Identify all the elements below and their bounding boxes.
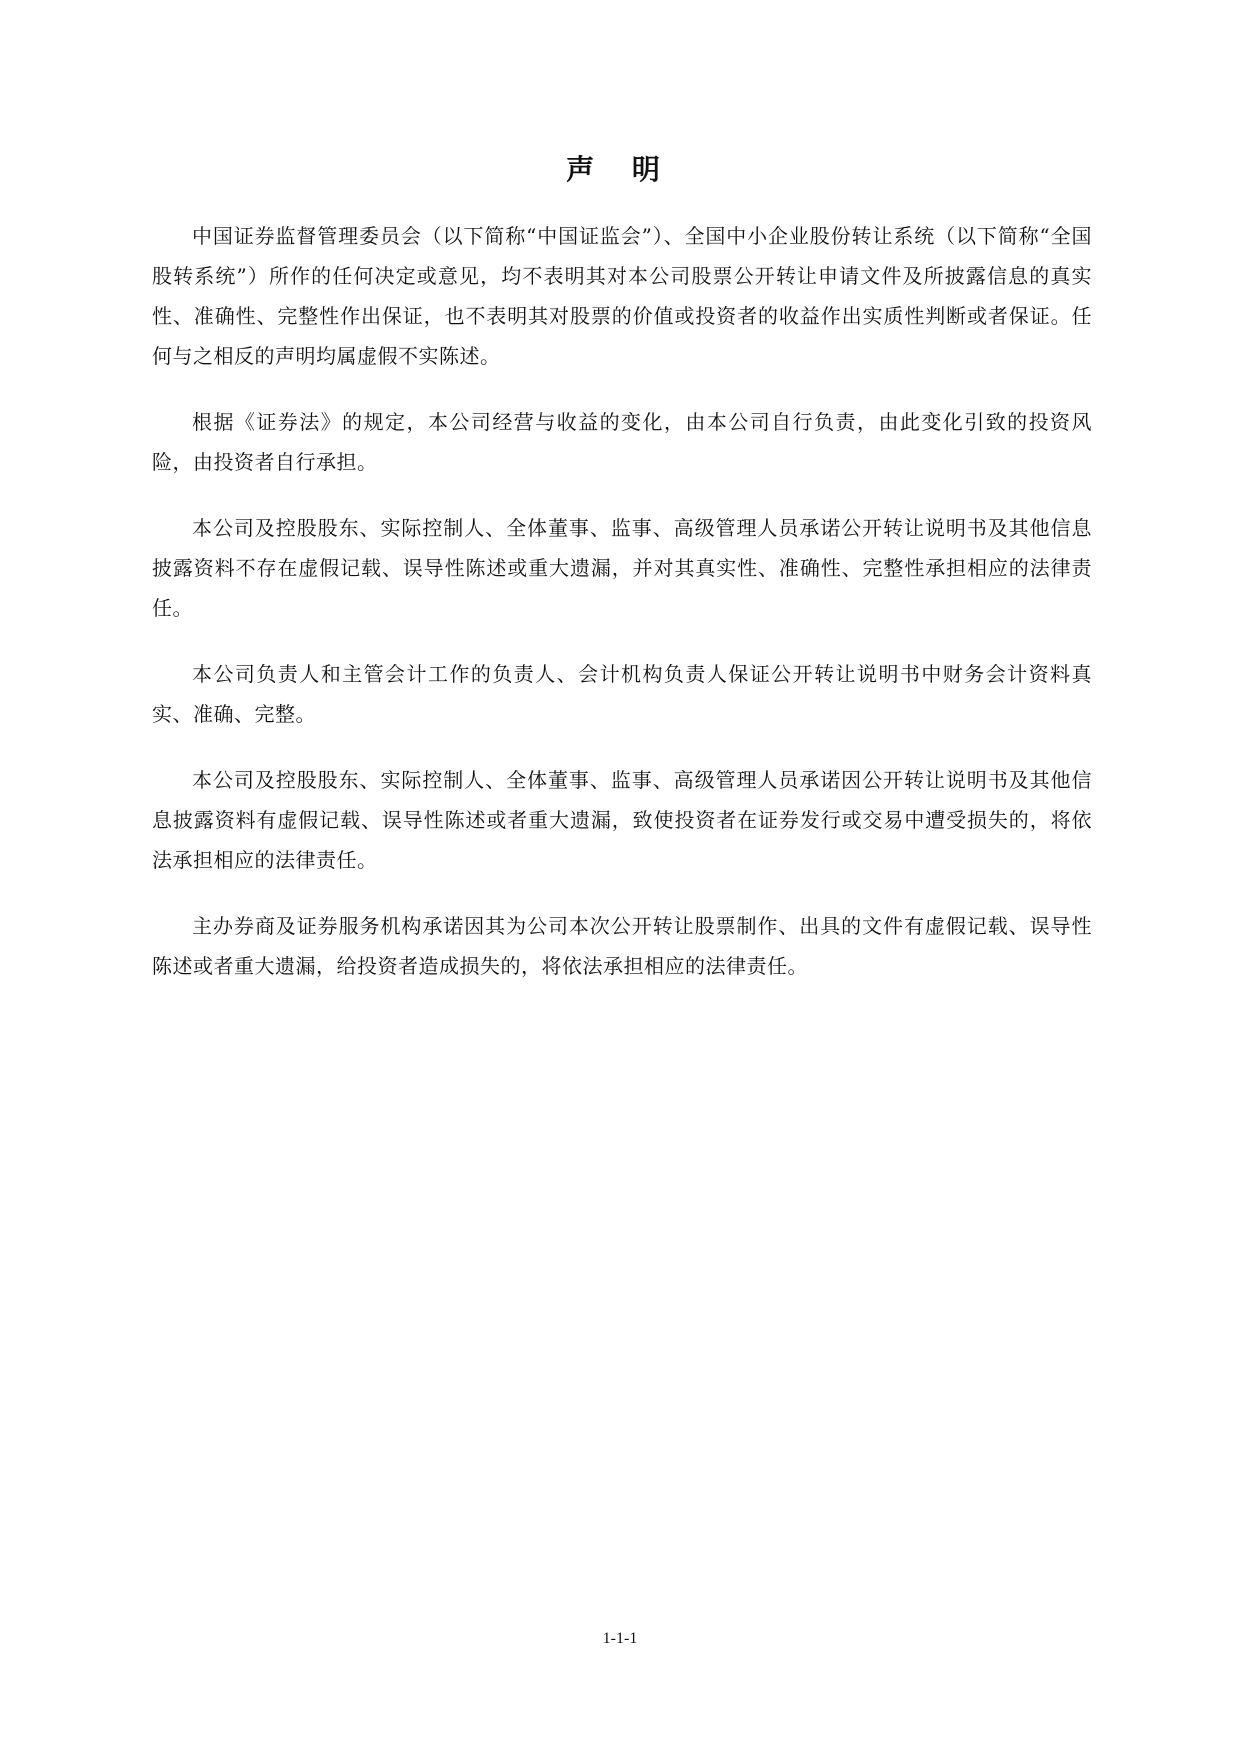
- paragraph-disclosure-commitment: 本公司及控股股东、实际控制人、全体董事、监事、高级管理人员承诺公开转让说明书及其他信息披露资料不存在虚假记载、误导性陈述或重大遗漏，并对其真实性、准确性、完整性承担相应的法律责任。: [152, 516, 1092, 620]
- page-number: 1-1-1: [602, 1630, 638, 1647]
- paragraph-broker-commitment: 主办券商及证券服务机构承诺因其为公司本次公开转让股票制作、出具的文件有虚假记载、误导性陈述或者重大遗漏，给投资者造成损失的，将依法承担相应的法律责任。: [152, 914, 1092, 978]
- paragraph-liability-commitment: 本公司及控股股东、实际控制人、全体董事、监事、高级管理人员承诺因公开转让说明书及其他信息披露资料有虚假记载、误导性陈述或者重大遗漏，致使投资者在证券发行或交易中遭受损失的，将依法承担相应的法律责任。: [152, 768, 1092, 872]
- page-title: 声 明: [566, 153, 674, 186]
- paragraph-financial-guarantee: 本公司负责人和主管会计工作的负责人、会计机构负责人保证公开转让说明书中财务会计资料真实、准确、完整。: [152, 662, 1092, 726]
- paragraph-securities-law: 根据《证券法》的规定，本公司经营与收益的变化，由本公司自行负责，由此变化引致的投资风险，由投资者自行承担。: [152, 410, 1092, 474]
- paragraph-regulator-disclaimer: 中国证券监督管理委员会（以下简称“中国证监会”）、全国中小企业股份转让系统（以下简称“全国股转系统”）所作的任何决定或意见，均不表明其对本公司股票公开转让申请文件及所披露信息的真实性、准确性、完整性作出保证，也不表明其对股票的价值或投资者的收益作出实质性判断或者保证。任何与之相反的声明均属虚假不实陈述。: [152, 224, 1092, 368]
- statement-body: [152, 216, 1092, 1012]
